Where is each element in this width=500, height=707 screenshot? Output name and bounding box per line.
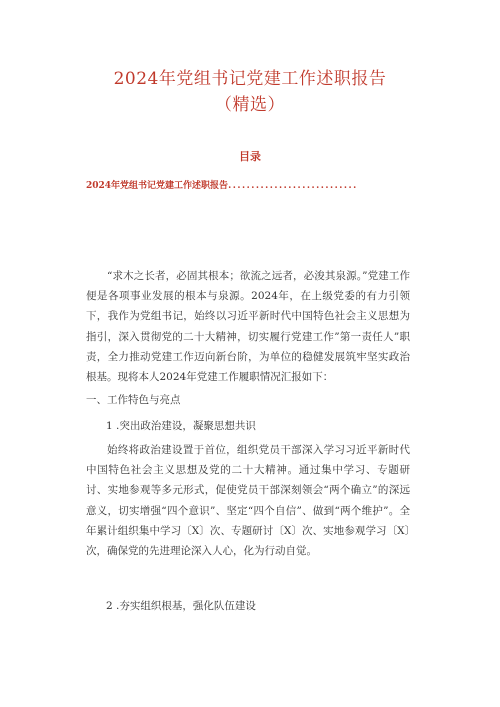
document-title: 2024年党组书记党建工作述职报告	[113, 69, 387, 89]
toc-entry[interactable]	[86, 178, 416, 191]
subsection-heading-2: 2 .夯实组织根基，强化队伍建设	[106, 600, 256, 612]
subsection-1-paragraph	[86, 440, 410, 561]
toc-entry-label: 2024年党组书记党建工作述职报告	[86, 181, 229, 191]
section-heading: 一、工作特色与亮点	[86, 394, 181, 406]
toc-entry-leader: ............................	[228, 181, 358, 191]
intro-paragraph-text: “求木之长者，必固其根本；欲流之远者，必浚其泉源。”党建工作便是各项事业发展的根本与泉源。2024年，在上级党委的有力引领下，我作为党组书记，始终以习近平新时代中国特色社会主义思想为指引，深入贯彻党的二十大精神，切实履行党建工作”第一责任人”职责，全力推动党建工作迈向新台阶，为单位的稳健发展筑牢坚实政治根基。现将本人2024年党建工作履职情况汇报如下：	[86, 270, 410, 384]
document-subtitle: （精选）	[215, 95, 285, 115]
intro-paragraph	[86, 266, 410, 387]
subsection-1-paragraph-text: 始终将政治建设置于首位，组织党员干部深入学习习近平新时代中国特色社会主义思想及党的二十大精神。通过集中学习、专题研讨、实地参观等多元形式，促使党员干部深刻领会“两个确立”的深远意义，切实增强“四个意识”、坚定“四个自信”、做到“两个维护”。全年累计组织集中学习〔X〕次、专题研讨〔X〕次、实地参观学习〔X〕次，确保党的先进理论深入人心，化为行动自觉。	[86, 444, 410, 558]
subsection-heading-1: 1 .突出政治建设，凝聚思想共识	[106, 420, 256, 432]
toc-heading: 目录	[239, 150, 261, 163]
